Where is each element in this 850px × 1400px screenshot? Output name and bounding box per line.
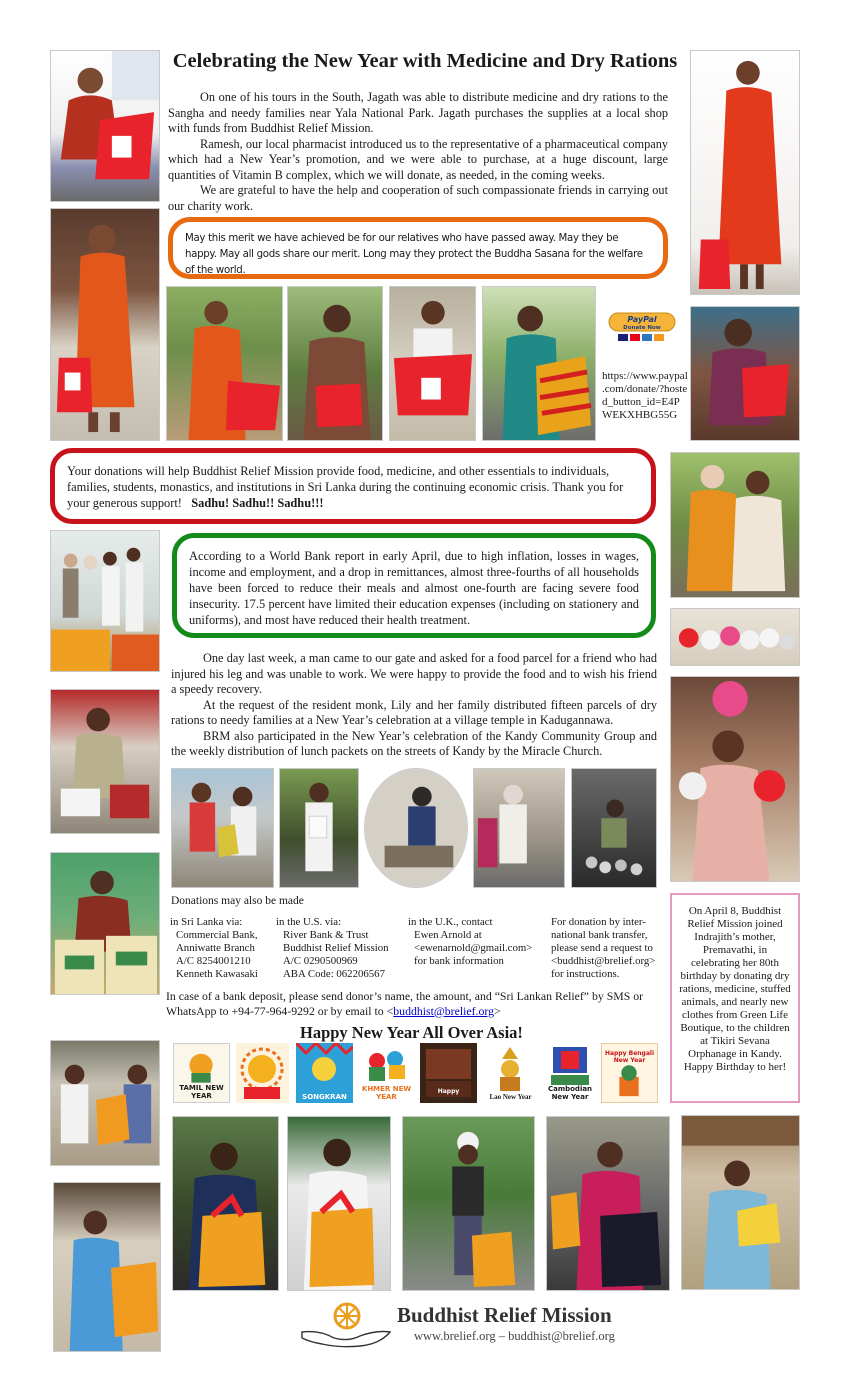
donation-appeal-text: Your donations will help Buddhist Relief Mission provide food, medicine, and other essentials to individuals, families, students, monastics, and institutions in Sri Lanka during the continuing economic crisis. Thank you for your generous support! <box>67 464 624 510</box>
happy-new-year-heading: Happy New Year All Over Asia! <box>300 1023 523 1042</box>
tile-sun <box>236 1043 289 1103</box>
donation-line: Commercial Bank, <box>176 929 258 941</box>
paypal-donate-button[interactable] <box>608 312 676 342</box>
photo-woman-striped-bag <box>482 286 596 441</box>
photo-woman-bag-1 <box>172 1116 279 1291</box>
merit-quote: May this merit we have achieved be for our relatives who have passed away. May they be happy. May all gods share our merit. Long may they protect the Buddha Sasana for the welfare of the world. <box>185 233 643 276</box>
intro-text <box>168 90 668 214</box>
middle-text <box>171 651 657 760</box>
page-title: Celebrating the New Year with Medicine and Dry Rations <box>172 50 678 72</box>
photo-monk-rice-bags <box>50 852 160 995</box>
donation-line: for bank information <box>414 955 504 967</box>
tile-lao-new-year <box>482 1043 539 1103</box>
donation-line: Anniwatte Branch <box>176 942 255 954</box>
photo-nun-chair <box>690 306 800 441</box>
paypal-url-line: https://www.paypal <box>602 370 688 382</box>
photo-two-men-parcel <box>171 768 274 888</box>
photo-girl-with-toys <box>670 676 800 882</box>
donation-line: in Sri Lanka via: <box>170 916 243 928</box>
tile-label: Happy Bengali New Year <box>604 1050 655 1064</box>
photo-monk-red-bag <box>166 286 283 441</box>
middle-paragraph: BRM also participated in the New Year’s celebration of the Kandy Community Group and the weekly distribution of lunch packets on the streets of Kandy by the Miracle Church. <box>171 728 657 758</box>
sadhu-text: Sadhu! Sadhu!! Sadhu!!! <box>191 496 324 510</box>
donation-appeal-box <box>50 448 656 524</box>
tile-songkran <box>296 1043 353 1103</box>
donation-us <box>276 916 389 981</box>
birthday-wish: Happy Birthday to her! <box>683 1061 787 1073</box>
paypal-url[interactable] <box>602 370 690 422</box>
paypal-logo-text: PayPal <box>627 315 657 324</box>
tile-label: KHMER NEW YEAR <box>361 1085 412 1101</box>
intro-paragraph: On one of his tours in the South, Jagath was able to distribute medicine and dry rations to the Sangha and needy families near Yala National Park. Jagath purchases the supplies at a local shop with funds from Buddhist Relief Mission. <box>168 90 668 135</box>
photo-girl-orange-bag <box>53 1182 161 1352</box>
donation-sri-lanka <box>170 916 258 981</box>
donation-line: please send a request to <box>551 942 653 954</box>
donations-heading: Donations may also be made <box>171 895 304 907</box>
birthday-text: On April 8, Buddhist Relief Mission joined Indrajith’s mother, Premavathi, in celebrating her 80th birthday by donating dry rations, medicine, stuffed animals, and nearly new clothes from Green Life Boutique, to the children at Tikiri Sevana Orphanage in Kandy. <box>679 905 791 1060</box>
photo-woman-bag-3 <box>546 1116 670 1291</box>
photo-man-bag <box>402 1116 535 1291</box>
middle-paragraph: At the request of the resident monk, Lily and her family distributed fifteen parcels of dry rations to needy families at a New Year’s celebration at a village temple in Kadugannawa. <box>171 697 657 727</box>
tile-label: Cambodian New Year <box>547 1085 593 1101</box>
email-link[interactable]: buddhist@brelief.org <box>393 1003 495 1018</box>
donation-line: A/C 8254001210 <box>176 955 251 967</box>
tile-label: Lao New Year <box>489 1093 532 1101</box>
photo-medicine-group <box>50 530 160 672</box>
tile-tamil-new-year <box>173 1043 230 1103</box>
donation-line: for instructions. <box>551 968 620 980</box>
photo-two-women <box>670 452 800 598</box>
photo-stuffed-animals <box>670 608 800 666</box>
donation-international <box>551 916 655 981</box>
paypal-button-label: Donate Now <box>623 325 661 331</box>
donation-uk <box>408 916 532 968</box>
donation-line: Kenneth Kawasaki <box>176 968 258 980</box>
photo-monk-standing <box>50 208 160 441</box>
tile-bengali-new-year <box>601 1043 658 1103</box>
donation-appeal <box>67 463 639 511</box>
photo-woman-parcel <box>279 768 359 888</box>
donation-line: in the U.K., contact <box>408 916 493 928</box>
email-bracket: > <box>494 1003 501 1018</box>
photo-woman-bag-2 <box>287 1116 391 1291</box>
donation-line: For donation by inter- <box>551 916 646 928</box>
deposit-note <box>166 989 666 1018</box>
deposit-note-text: In case of a bank deposit, please send donor’s name, the amount, and “Sri Lankan Relief” by SMS or WhatsApp to +94-77-964-9292 or by email to <box>166 989 644 1018</box>
photo-man-bench-oval <box>364 768 468 888</box>
donation-line: in the U.S. via: <box>276 916 342 928</box>
merit-quote-box <box>168 217 668 279</box>
world-bank-text: According to a World Bank report in early April, due to high inflation, losses in wages, income and employment, and a drop in remittances, almost three-fourths of all households have been forced to reduce their meals and almost one-fourth are facing severe food insecurity. 17.5 percent have limited their education expenses (including on stationery and uniforms), and most have reduced their health treatment. <box>189 549 639 627</box>
paypal-url-line: WEKXHBG55G <box>602 409 678 421</box>
photo-street-distribution <box>571 768 657 888</box>
footer-org-name: Buddhist Relief Mission <box>397 1303 612 1327</box>
tile-label: TAMIL NEW YEAR <box>179 1084 224 1100</box>
photo-elderly-woman <box>473 768 565 888</box>
birthday-box <box>670 893 800 1103</box>
donation-line: ABA Code: 062206567 <box>283 968 385 980</box>
photo-boy-red-bag <box>389 286 476 441</box>
photo-young-monk <box>690 50 800 295</box>
photo-men-orange-bag <box>50 1040 160 1166</box>
footer-contact: www.brelief.org – buddhist@brelief.org <box>414 1329 615 1343</box>
email-bracket: < <box>386 1003 394 1018</box>
intro-paragraph: We are grateful to have the help and cooperation of such compassionate friends in carrying out our charity work. <box>168 183 668 213</box>
donation-line: Ewen Arnold at <box>414 929 482 941</box>
tile-happy-new-year <box>420 1043 477 1103</box>
photo-monk-with-bag <box>50 50 160 202</box>
tile-khmer-new-year <box>359 1043 414 1103</box>
donation-line: A/C 0290500969 <box>283 955 358 967</box>
intro-paragraph: Ramesh, our local pharmacist introduced us to the representative of a pharmaceutical company which had a New Year’s promotion, and we were able to purchase, at a huge discount, large quantities of Vitamin B complex, which we will donate, as needed, in the coming weeks. <box>168 136 668 182</box>
world-bank-box <box>172 533 656 638</box>
tile-label: Happy <box>437 1088 460 1095</box>
tile-label: SONGKRAN <box>302 1093 347 1101</box>
photo-man-red-bag <box>287 286 383 441</box>
photo-woman-yellow-bag <box>681 1115 800 1290</box>
donation-line: <ewenarnold@gmail.com> <box>414 942 533 954</box>
paypal-url-line: d_button_id=E4P <box>602 396 680 408</box>
donation-line: national bank transfer, <box>551 929 648 941</box>
paypal-url-line: .com/donate/?hoste <box>602 383 688 395</box>
dharma-wheel-hand-logo <box>300 1298 392 1350</box>
donation-line: Buddhist Relief Mission <box>283 942 389 954</box>
donation-line: River Bank & Trust <box>283 929 369 941</box>
donation-line: <buddhist@brelief.org> <box>551 955 656 967</box>
tile-cambodian-new-year <box>545 1043 595 1103</box>
photo-injured-man <box>50 689 160 834</box>
middle-paragraph: One day last week, a man came to our gate and asked for a food parcel for a friend who had injured his leg and was unable to work. We were happy to provide the food and to wish his friend a speedy recovery. <box>171 651 657 696</box>
